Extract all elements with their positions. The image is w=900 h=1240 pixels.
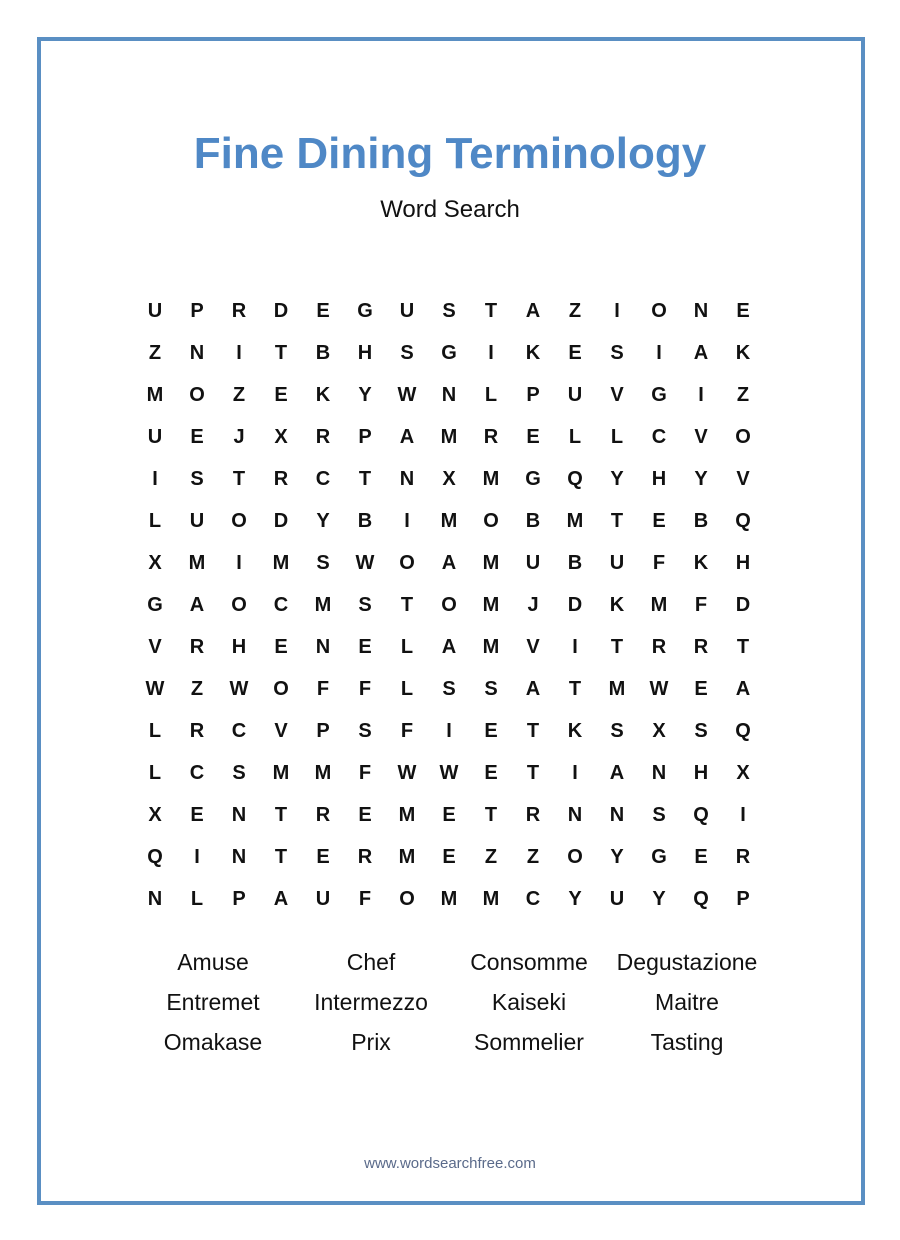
grid-cell[interactable]: M: [440, 888, 458, 910]
grid-cell[interactable]: R: [357, 846, 373, 868]
grid-cell[interactable]: U: [525, 552, 541, 574]
grid-cell[interactable]: P: [232, 888, 246, 910]
grid-cell[interactable]: N: [147, 888, 163, 910]
footer-url: www.wordsearchfree.com: [364, 1155, 536, 1172]
grid-cell[interactable]: T: [610, 510, 624, 532]
word-list-item: Intermezzo: [314, 989, 428, 1015]
grid-cell[interactable]: E: [442, 804, 456, 826]
grid-cell[interactable]: K: [567, 720, 583, 742]
grid-cell[interactable]: B: [315, 342, 331, 364]
grid-cell[interactable]: J: [233, 426, 245, 448]
grid-cell[interactable]: E: [316, 846, 330, 868]
grid-cell[interactable]: A: [441, 636, 457, 658]
grid-cell[interactable]: P: [358, 426, 372, 448]
grid-row: [134, 458, 764, 500]
word-list-item: Entremet: [166, 989, 260, 1015]
grid-cell[interactable]: Y: [610, 846, 624, 868]
grid-cell[interactable]: S: [400, 342, 414, 364]
grid-cell[interactable]: B: [525, 510, 541, 532]
word-list-item: Chef: [346, 949, 396, 975]
grid-cell[interactable]: M: [398, 846, 416, 868]
grid-cell[interactable]: E: [736, 300, 750, 322]
grid-cell[interactable]: T: [484, 300, 498, 322]
grid-cell[interactable]: W: [355, 552, 375, 574]
grid-cell[interactable]: R: [483, 426, 499, 448]
grid-cell[interactable]: A: [189, 594, 205, 616]
grid-cell[interactable]: P: [190, 300, 204, 322]
grid-cell[interactable]: X: [652, 720, 666, 742]
grid-cell[interactable]: A: [399, 426, 415, 448]
grid-cell[interactable]: E: [526, 426, 540, 448]
grid-cell[interactable]: Y: [358, 384, 372, 406]
grid-cell[interactable]: M: [146, 384, 164, 406]
grid-cell[interactable]: S: [358, 720, 372, 742]
grid-cell[interactable]: F: [400, 720, 414, 742]
grid-cell[interactable]: V: [694, 426, 708, 448]
grid-row: [134, 836, 764, 878]
grid-row: [134, 668, 764, 710]
grid-cell[interactable]: Y: [694, 468, 708, 490]
grid-cell[interactable]: A: [525, 678, 541, 700]
grid-cell[interactable]: M: [482, 888, 500, 910]
grid-cell[interactable]: M: [566, 510, 584, 532]
grid-cell[interactable]: I: [572, 636, 578, 658]
page-subtitle: Word Search: [380, 196, 520, 223]
grid-row: [134, 584, 764, 626]
grid-cell[interactable]: U: [315, 888, 331, 910]
grid-cell[interactable]: I: [572, 762, 578, 784]
grid-row: [134, 332, 764, 374]
grid-cell[interactable]: E: [190, 804, 204, 826]
grid-row: [134, 752, 764, 794]
grid-cell[interactable]: D: [273, 300, 289, 322]
page-title: Fine Dining Terminology: [193, 129, 707, 178]
grid-cell[interactable]: O: [441, 594, 457, 616]
grid-cell[interactable]: Y: [568, 888, 582, 910]
grid-cell[interactable]: R: [189, 636, 205, 658]
grid-cell[interactable]: F: [316, 678, 330, 700]
grid-cell[interactable]: P: [316, 720, 330, 742]
grid-cell[interactable]: N: [231, 804, 247, 826]
grid-cell[interactable]: I: [740, 804, 746, 826]
grid-cell[interactable]: I: [194, 846, 200, 868]
grid-cell[interactable]: T: [568, 678, 582, 700]
grid-cell[interactable]: H: [693, 762, 709, 784]
grid-cell[interactable]: M: [440, 426, 458, 448]
grid-cell[interactable]: P: [736, 888, 750, 910]
grid-cell[interactable]: W: [649, 678, 669, 700]
grid-cell[interactable]: Q: [735, 720, 751, 742]
grid-cell[interactable]: M: [314, 762, 332, 784]
word-list-item: Amuse: [177, 949, 249, 975]
grid-cell[interactable]: K: [735, 342, 751, 364]
grid-cell[interactable]: C: [315, 468, 331, 490]
grid-cell[interactable]: C: [231, 720, 247, 742]
grid-row: [134, 500, 764, 542]
grid-cell[interactable]: I: [488, 342, 494, 364]
word-list-item: Kaiseki: [491, 989, 567, 1015]
grid-cell[interactable]: N: [231, 846, 247, 868]
grid-cell[interactable]: I: [446, 720, 452, 742]
grid-cell[interactable]: S: [316, 552, 330, 574]
grid-cell[interactable]: Q: [735, 510, 751, 532]
grid-cell[interactable]: O: [651, 300, 667, 322]
grid-cell[interactable]: I: [614, 300, 620, 322]
grid-cell[interactable]: N: [189, 342, 205, 364]
grid-cell[interactable]: K: [693, 552, 709, 574]
grid-cell[interactable]: E: [274, 384, 288, 406]
grid-cell[interactable]: H: [651, 468, 667, 490]
grid-cell[interactable]: U: [189, 510, 205, 532]
grid-cell[interactable]: T: [232, 468, 246, 490]
grid-cell[interactable]: X: [148, 804, 162, 826]
grid-cell[interactable]: W: [439, 762, 459, 784]
grid-cell[interactable]: S: [610, 720, 624, 742]
grid-cell[interactable]: S: [358, 594, 372, 616]
grid-cell[interactable]: C: [525, 888, 541, 910]
grid-cell[interactable]: F: [652, 552, 666, 574]
grid-cell[interactable]: R: [651, 636, 667, 658]
grid-cell[interactable]: E: [274, 636, 288, 658]
grid-cell[interactable]: C: [651, 426, 667, 448]
grid-cell[interactable]: Q: [147, 846, 163, 868]
grid-cell[interactable]: A: [525, 300, 541, 322]
grid-cell[interactable]: P: [526, 384, 540, 406]
grid-cell[interactable]: A: [441, 552, 457, 574]
grid-row: [134, 542, 764, 584]
word-list-item: Maitre: [655, 989, 719, 1015]
grid-cell[interactable]: T: [484, 804, 498, 826]
grid-cell[interactable]: S: [442, 300, 456, 322]
grid-cell[interactable]: Z: [526, 846, 540, 868]
grid-cell[interactable]: H: [357, 342, 373, 364]
grid-cell[interactable]: N: [651, 762, 667, 784]
grid-cell[interactable]: Q: [693, 804, 709, 826]
grid-cell[interactable]: Z: [568, 300, 582, 322]
grid-cell[interactable]: G: [651, 846, 667, 868]
grid-cell[interactable]: Z: [232, 384, 246, 406]
word-list-item: Sommelier: [474, 1029, 584, 1055]
grid-cell[interactable]: V: [610, 384, 624, 406]
grid-cell[interactable]: L: [568, 426, 582, 448]
grid-cell[interactable]: Q: [567, 468, 583, 490]
grid-cell[interactable]: D: [567, 594, 583, 616]
grid-cell[interactable]: M: [398, 804, 416, 826]
grid-cell[interactable]: T: [526, 762, 540, 784]
grid-cell[interactable]: T: [736, 636, 750, 658]
grid-cell[interactable]: W: [145, 678, 165, 700]
grid-cell[interactable]: E: [484, 762, 498, 784]
grid-cell[interactable]: R: [525, 804, 541, 826]
grid-cell[interactable]: S: [610, 342, 624, 364]
grid-cell[interactable]: U: [609, 552, 625, 574]
grid-cell[interactable]: E: [652, 510, 666, 532]
grid-cell[interactable]: Y: [610, 468, 624, 490]
grid-cell[interactable]: G: [357, 300, 373, 322]
grid-cell[interactable]: L: [484, 384, 498, 406]
grid-cell[interactable]: L: [148, 762, 162, 784]
grid-cell[interactable]: D: [735, 594, 751, 616]
grid-cell[interactable]: K: [315, 384, 331, 406]
word-list-item: Tasting: [650, 1029, 724, 1055]
grid-cell[interactable]: B: [693, 510, 709, 532]
grid-cell[interactable]: I: [404, 510, 410, 532]
grid-row: [134, 710, 764, 752]
grid-cell[interactable]: B: [567, 552, 583, 574]
grid-cell[interactable]: W: [397, 384, 417, 406]
grid-cell[interactable]: F: [694, 594, 708, 616]
grid-cell[interactable]: O: [399, 888, 415, 910]
grid-row: [134, 374, 764, 416]
grid-cell[interactable]: A: [735, 678, 751, 700]
grid-row: [134, 416, 764, 458]
grid-cell[interactable]: O: [189, 384, 205, 406]
grid-cell[interactable]: R: [231, 300, 247, 322]
grid-cell[interactable]: C: [189, 762, 205, 784]
grid-cell[interactable]: A: [273, 888, 289, 910]
grid-cell[interactable]: L: [400, 678, 414, 700]
grid-cell[interactable]: J: [527, 594, 539, 616]
grid-cell[interactable]: W: [397, 762, 417, 784]
grid-cell[interactable]: R: [735, 846, 751, 868]
grid-cell[interactable]: A: [693, 342, 709, 364]
grid-cell[interactable]: M: [188, 552, 206, 574]
grid-cell[interactable]: E: [190, 426, 204, 448]
grid-cell[interactable]: M: [608, 678, 626, 700]
grid-cell[interactable]: R: [273, 468, 289, 490]
grid-cell[interactable]: N: [441, 384, 457, 406]
grid-cell[interactable]: K: [609, 594, 625, 616]
grid-cell[interactable]: K: [525, 342, 541, 364]
grid-cell[interactable]: Y: [652, 888, 666, 910]
grid-cell[interactable]: L: [148, 510, 162, 532]
grid-cell[interactable]: S: [232, 762, 246, 784]
grid-cell[interactable]: E: [358, 804, 372, 826]
grid-cell[interactable]: N: [315, 636, 331, 658]
grid-cell[interactable]: T: [358, 468, 372, 490]
grid-cell[interactable]: U: [609, 888, 625, 910]
grid-cell[interactable]: O: [231, 510, 247, 532]
grid-cell[interactable]: L: [610, 426, 624, 448]
grid-cell[interactable]: O: [273, 678, 289, 700]
grid-cell[interactable]: B: [357, 510, 373, 532]
grid-cell[interactable]: N: [693, 300, 709, 322]
grid-cell[interactable]: V: [736, 468, 750, 490]
grid-cell[interactable]: F: [358, 762, 372, 784]
grid-cell[interactable]: W: [229, 678, 249, 700]
word-list: [134, 942, 766, 1062]
grid-cell[interactable]: O: [567, 846, 583, 868]
grid-cell[interactable]: S: [442, 678, 456, 700]
grid-cell[interactable]: Y: [316, 510, 330, 532]
grid-cell[interactable]: S: [694, 720, 708, 742]
grid-cell[interactable]: U: [399, 300, 415, 322]
grid-cell[interactable]: O: [399, 552, 415, 574]
grid-cell[interactable]: M: [482, 468, 500, 490]
grid-cell[interactable]: O: [735, 426, 751, 448]
grid-cell[interactable]: N: [567, 804, 583, 826]
grid-cell[interactable]: M: [482, 594, 500, 616]
grid-cell[interactable]: Z: [736, 384, 750, 406]
grid-cell[interactable]: E: [694, 678, 708, 700]
grid-cell[interactable]: M: [482, 636, 500, 658]
grid-cell[interactable]: X: [148, 552, 162, 574]
grid-cell[interactable]: F: [358, 888, 372, 910]
grid-cell[interactable]: C: [273, 594, 289, 616]
grid-cell[interactable]: O: [231, 594, 247, 616]
grid-cell[interactable]: R: [693, 636, 709, 658]
grid-cell[interactable]: T: [274, 804, 288, 826]
grid-cell[interactable]: H: [231, 636, 247, 658]
grid-cell[interactable]: T: [526, 720, 540, 742]
word-list-item: Degustazione: [616, 949, 758, 975]
grid-row: [134, 290, 764, 332]
grid-row: [134, 626, 764, 668]
grid-cell[interactable]: V: [274, 720, 288, 742]
grid-cell[interactable]: G: [525, 468, 541, 490]
grid-cell[interactable]: M: [272, 762, 290, 784]
grid-cell[interactable]: U: [147, 300, 163, 322]
letter-grid: [134, 290, 764, 920]
grid-cell[interactable]: I: [236, 342, 242, 364]
grid-cell[interactable]: M: [272, 552, 290, 574]
grid-cell[interactable]: E: [694, 846, 708, 868]
grid-cell[interactable]: V: [148, 636, 162, 658]
grid-cell[interactable]: N: [399, 468, 415, 490]
grid-cell[interactable]: E: [484, 720, 498, 742]
grid-cell[interactable]: Z: [484, 846, 498, 868]
word-list-item: Prix: [351, 1029, 391, 1055]
grid-cell[interactable]: E: [316, 300, 330, 322]
grid-cell[interactable]: Z: [190, 678, 204, 700]
word-list-item: Omakase: [163, 1029, 263, 1055]
grid-cell[interactable]: X: [736, 762, 750, 784]
grid-row: [134, 794, 764, 836]
grid-cell[interactable]: D: [273, 510, 289, 532]
grid-cell[interactable]: R: [315, 426, 331, 448]
grid-cell[interactable]: T: [610, 636, 624, 658]
grid-cell[interactable]: R: [189, 720, 205, 742]
grid-cell[interactable]: Q: [693, 888, 709, 910]
grid-cell[interactable]: L: [190, 888, 204, 910]
grid-cell[interactable]: N: [609, 804, 625, 826]
grid-cell[interactable]: U: [567, 384, 583, 406]
grid-cell[interactable]: M: [440, 510, 458, 532]
grid-cell[interactable]: M: [650, 594, 668, 616]
grid-cell[interactable]: M: [482, 552, 500, 574]
grid-cell[interactable]: I: [656, 342, 662, 364]
grid-cell[interactable]: E: [358, 636, 372, 658]
grid-cell[interactable]: I: [698, 384, 704, 406]
grid-cell[interactable]: X: [274, 426, 288, 448]
grid-cell[interactable]: T: [274, 846, 288, 868]
grid-cell[interactable]: H: [735, 552, 751, 574]
grid-cell[interactable]: S: [484, 678, 498, 700]
grid-cell[interactable]: G: [441, 342, 457, 364]
grid-cell[interactable]: E: [442, 846, 456, 868]
grid-cell[interactable]: L: [400, 636, 414, 658]
grid-cell[interactable]: E: [568, 342, 582, 364]
grid-cell[interactable]: V: [526, 636, 540, 658]
grid-cell[interactable]: S: [652, 804, 666, 826]
grid-cell[interactable]: U: [147, 426, 163, 448]
word-list-item: Consomme: [470, 949, 588, 975]
grid-cell[interactable]: F: [358, 678, 372, 700]
grid-cell[interactable]: G: [147, 594, 163, 616]
grid-cell[interactable]: R: [315, 804, 331, 826]
grid-cell[interactable]: O: [483, 510, 499, 532]
grid-cell[interactable]: A: [609, 762, 625, 784]
grid-cell[interactable]: S: [190, 468, 204, 490]
grid-cell[interactable]: I: [236, 552, 242, 574]
grid-cell[interactable]: I: [152, 468, 158, 490]
grid-cell[interactable]: X: [442, 468, 456, 490]
grid-cell[interactable]: M: [314, 594, 332, 616]
grid-cell[interactable]: T: [400, 594, 414, 616]
grid-cell[interactable]: G: [651, 384, 667, 406]
grid-cell[interactable]: Z: [148, 342, 162, 364]
grid-cell[interactable]: T: [274, 342, 288, 364]
grid-cell[interactable]: L: [148, 720, 162, 742]
grid-row: [134, 878, 764, 920]
